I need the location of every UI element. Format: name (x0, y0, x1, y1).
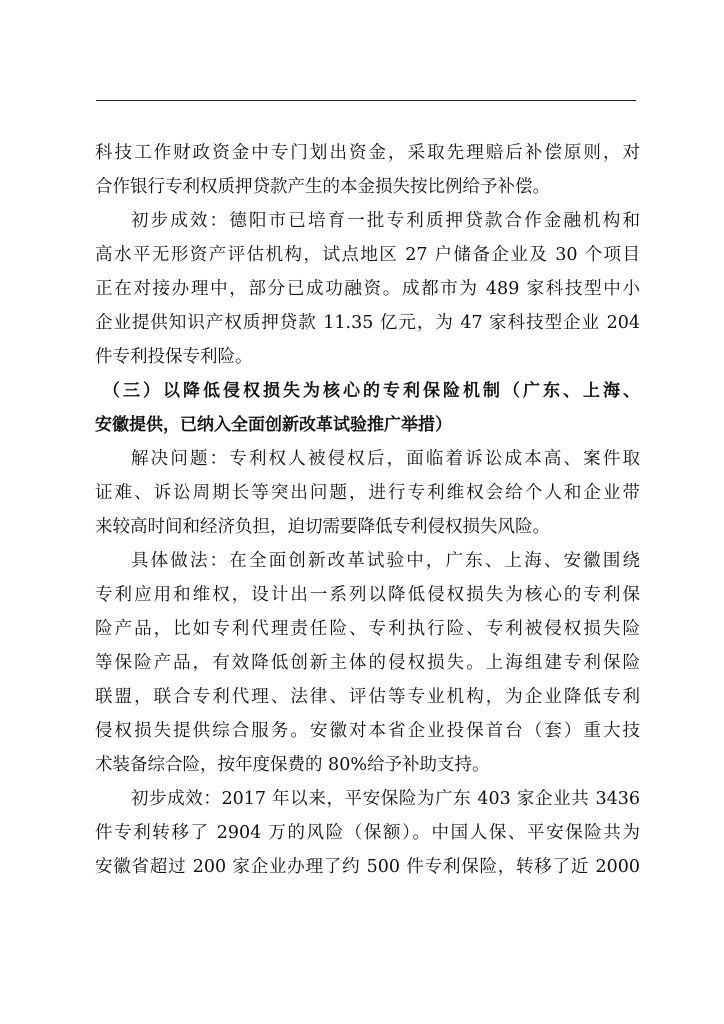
heading-line: 安徽提供，已纳入全面创新改革试验推广举措） (95, 415, 452, 435)
paragraph-approach (95, 544, 640, 782)
paragraph-problem (95, 442, 640, 544)
text-line: 正在对接办理中，部分已成功融资。成都市为 489 家科技型中小 (95, 279, 640, 299)
text-line: 解决问题：专利权人被侵权后，面临着诉讼成本高、案件取 (131, 449, 640, 469)
text-line: 联盟，联合专利代理、法律、评估等专业机构，为企业降低专利 (95, 687, 640, 707)
text-line: 企业提供知识产权质押贷款 11.35 亿元，为 47 家科技型企业 204 (95, 313, 640, 333)
text-line: 合作银行专利权质押贷款产生的本金损失按比例给予补偿。 (95, 177, 550, 197)
text-line: 具体做法：在全面创新改革试验中，广东、上海、安徽围绕 (131, 551, 640, 571)
paragraph-deyang-results (95, 204, 640, 374)
section-heading-patent-insurance (95, 374, 640, 442)
text-line: 险产品，比如专利代理责任险、专利执行险、专利被侵权损失险 (95, 619, 640, 639)
text-line: 术装备综合险，按年度保费的 80%给予补助支持。 (95, 755, 490, 775)
text-line: 件专利投保专利险。 (95, 347, 253, 367)
heading-line: （三）以降低侵权损失为核心的专利保险机制（广东、上海、 (103, 381, 640, 401)
header-rule (96, 100, 636, 101)
text-line: 科技工作财政资金中专门划出资金，采取先理赔后补偿原则，对 (95, 143, 640, 163)
text-line: 来较高时间和经济负担，迫切需要降低专利侵权损失风险。 (95, 517, 550, 537)
text-line: 件专利转移了 2904 万的风险（保额）。中国人保、平安保险共为 (95, 823, 640, 843)
text-line: 安徽省超过 200 家企业办理了约 500 件专利保险，转移了近 2000 (95, 857, 640, 877)
text-line: 初步成效：德阳市已培育一批专利质押贷款合作金融机构和 (131, 211, 640, 231)
text-line: 证难、诉讼周期长等突出问题，进行专利维权会给个人和企业带 (95, 483, 640, 503)
text-line: 专利应用和维权，设计出一系列以降低侵权损失为核心的专利保 (95, 585, 640, 605)
paragraph-funding-compensation (95, 136, 640, 204)
text-line: 高水平无形资产评估机构，试点地区 27 户储备企业及 30 个项目 (95, 245, 640, 265)
text-line: 等保险产品，有效降低创新主体的侵权损失。上海组建专利保险 (95, 653, 640, 673)
document-body (95, 136, 640, 884)
text-line: 侵权损失提供综合服务。安徽对本省企业投保首台（套）重大技 (95, 721, 640, 741)
paragraph-initial-results (95, 782, 640, 884)
text-line: 初步成效：2017 年以来，平安保险为广东 403 家企业共 3436 (131, 789, 640, 809)
